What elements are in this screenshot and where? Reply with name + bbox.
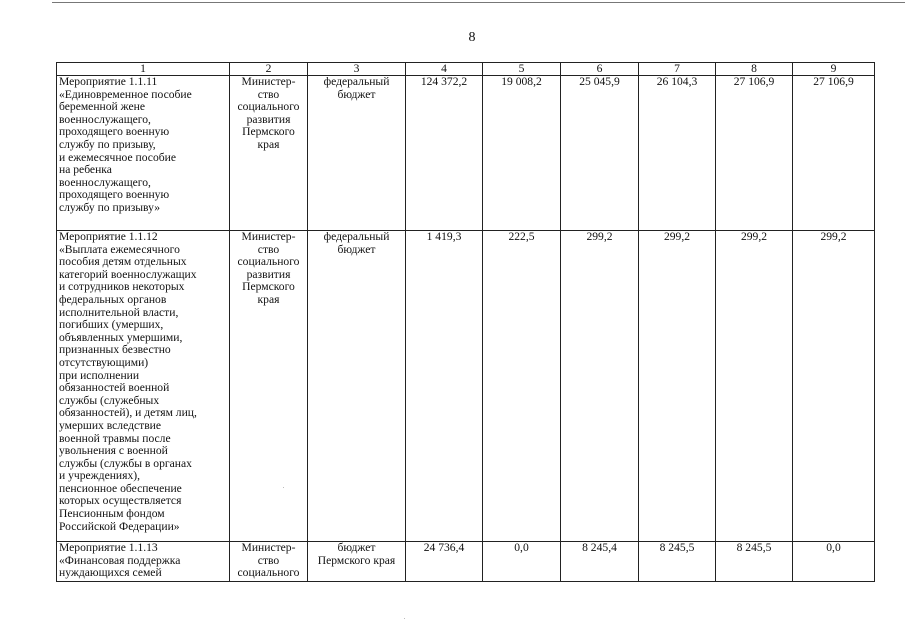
- value-cell: 299,2: [793, 231, 875, 542]
- activity-name-cell: [57, 231, 230, 542]
- funding-source: федеральный бюджет: [323, 75, 390, 101]
- executor: Министер- ство социального: [237, 541, 300, 580]
- table-row: [57, 542, 875, 582]
- executor-cell: [230, 76, 308, 231]
- column-header: 3: [308, 63, 406, 76]
- funding-source-cell: [308, 76, 406, 231]
- value-cell: 19 008,2: [483, 76, 561, 231]
- value-cell: 26 104,3: [639, 76, 716, 231]
- scan-speck: [404, 618, 405, 619]
- executor: Министер- ство социального развития Пермского края: [237, 75, 300, 151]
- table-row: [57, 231, 875, 542]
- value-cell: 299,2: [561, 231, 639, 542]
- value-cell: 299,2: [716, 231, 793, 542]
- funding-source-cell: [308, 231, 406, 542]
- value-cell: 27 106,9: [716, 76, 793, 231]
- program-activities-table: [56, 62, 875, 582]
- column-header: 6: [561, 63, 639, 76]
- executor: Министер- ство социального развития Пермского края: [237, 230, 300, 306]
- activity-name: Мероприятие 1.1.12 «Выплата ежемесячного пособия детям отдельных категорий военнослужащих и сотрудников некоторых федеральных органов исполнительной власти, погибших (умерших, объявленных умершими, признанных безвестно отсутствующими) при исполнении обязанностей военной службы (служебных обязанностей), и детям лиц, умерших вследствие военной травмы после увольнения с военной службы (службы в органах и учреждениях), пенсионное обеспечение которых осуществляется Пенсионным фондом Российской Федерации»: [59, 230, 197, 533]
- column-header: 8: [716, 63, 793, 76]
- page-top-border: [52, 2, 905, 3]
- column-number-header-row: [57, 63, 875, 76]
- value-cell: 8 245,5: [716, 542, 793, 582]
- column-header: 1: [57, 63, 230, 76]
- column-header: 4: [406, 63, 483, 76]
- value-cell: 0,0: [793, 542, 875, 582]
- value-cell: 24 736,4: [406, 542, 483, 582]
- column-header: 9: [793, 63, 875, 76]
- funding-source: бюджет Пермского края: [317, 541, 396, 567]
- column-header: 7: [639, 63, 716, 76]
- activity-name-cell: [57, 542, 230, 582]
- value-cell: 25 045,9: [561, 76, 639, 231]
- value-cell: 299,2: [639, 231, 716, 542]
- value-cell: 222,5: [483, 231, 561, 542]
- table-row: [57, 76, 875, 231]
- activity-name: Мероприятие 1.1.11 «Единовременное пособие беременной жене военнослужащего, проходящего военную службу по призыву, и ежемесячное пособие на ребенка военнослужащего, проходящего военную службу по призыву»: [59, 75, 192, 214]
- column-header: 2: [230, 63, 308, 76]
- value-cell: 0,0: [483, 542, 561, 582]
- value-cell: 27 106,9: [793, 76, 875, 231]
- column-header: 5: [483, 63, 561, 76]
- funding-source: федеральный бюджет: [323, 230, 390, 256]
- activity-name: Мероприятие 1.1.13 «Финансовая поддержка нуждающихся семей: [59, 541, 181, 580]
- activity-name-cell: [57, 76, 230, 231]
- executor-cell: [230, 231, 308, 542]
- page-number: 8: [468, 30, 476, 45]
- funding-source-cell: [308, 542, 406, 582]
- value-cell: 8 245,5: [639, 542, 716, 582]
- executor-cell: [230, 542, 308, 582]
- scan-speck: [283, 487, 284, 488]
- value-cell: 1 419,3: [406, 231, 483, 542]
- value-cell: 124 372,2: [406, 76, 483, 231]
- value-cell: 8 245,4: [561, 542, 639, 582]
